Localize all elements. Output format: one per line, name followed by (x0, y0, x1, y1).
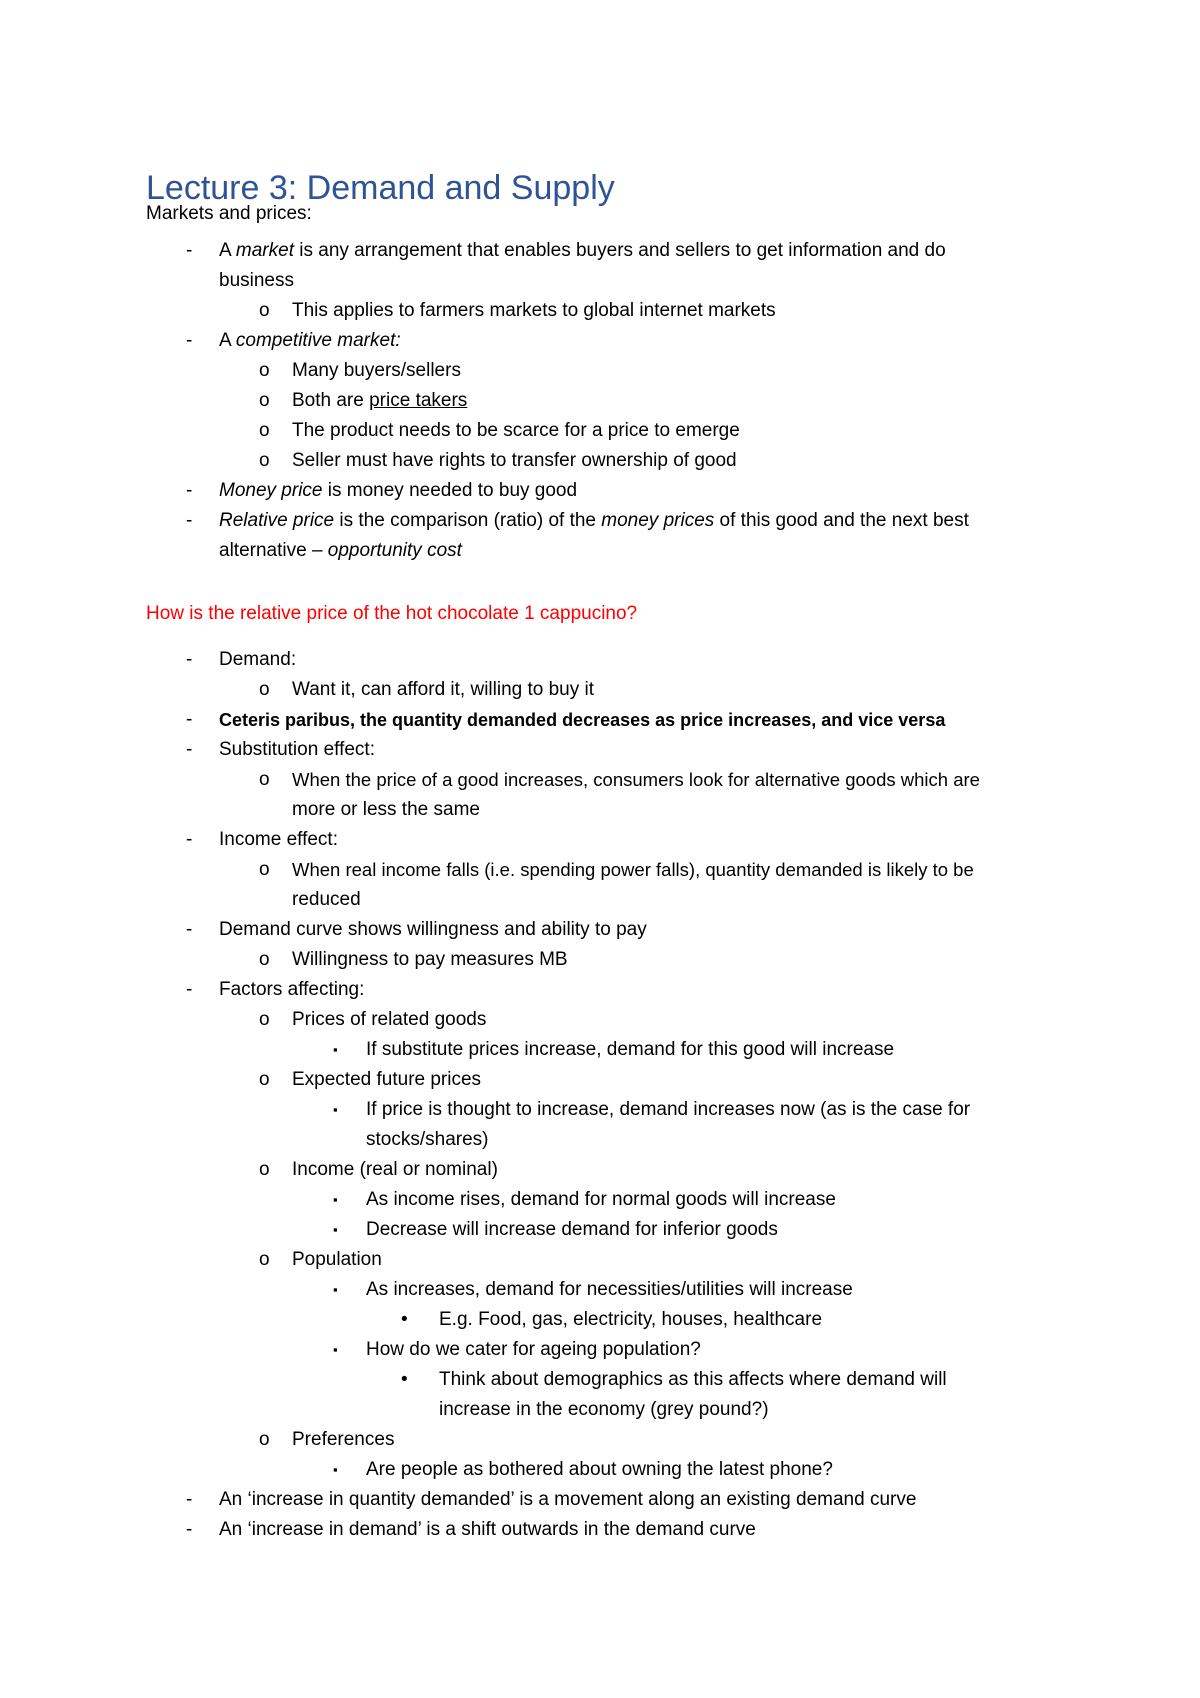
list-item-text: Decrease will increase demand for inferior goods (366, 1219, 778, 1240)
heading-text: Markets and prices: (146, 203, 312, 224)
list-item-text: business (219, 270, 294, 291)
list-item-text: increase in the economy (grey pound?) (439, 1399, 769, 1420)
circle-bullet: o (259, 1159, 270, 1180)
list-item-text: reduced (292, 889, 361, 910)
list-item-text: Seller must have rights to transfer ownership of good (292, 450, 737, 471)
list-item-text: Preferences (292, 1429, 395, 1450)
list-item-text: alternative – opportunity cost (219, 540, 462, 561)
list-item-text: Factors affecting: (219, 979, 365, 1000)
list-item-text: This applies to farmers markets to global internet markets (292, 300, 776, 321)
circle-bullet: o (259, 1069, 270, 1090)
dash-bullet: - (186, 979, 193, 1000)
list-item-text: E.g. Food, gas, electricity, houses, healthcare (439, 1309, 823, 1330)
list-item-text: Relative price is the comparison (ratio) of the money prices of this good and the next best (219, 510, 969, 531)
question-text: How is the relative price of the hot chocolate 1 cappucino? (146, 603, 638, 624)
list-item-text: A market is any arrangement that enables buyers and sellers to get information and do (219, 240, 946, 261)
dash-bullet: - (186, 919, 193, 940)
circle-bullet: o (259, 679, 270, 700)
list-item-text: When real income falls (i.e. spending power falls), quantity demanded is likely to be (292, 859, 974, 880)
circle-bullet: o (259, 300, 270, 321)
list-item-text: Money price is money needed to buy good (219, 480, 578, 501)
list-item-text: stocks/shares) (366, 1129, 489, 1150)
list-item-text: Demand curve shows willingness and ability to pay (219, 919, 647, 940)
list-item-text: How do we cater for ageing population? (366, 1339, 701, 1360)
dash-bullet: - (186, 510, 193, 531)
dash-bullet: - (186, 1489, 193, 1510)
list-item-text: An ‘increase in demand’ is a shift outwards in the demand curve (219, 1519, 756, 1540)
square-bullet: ▪ (333, 1462, 338, 1477)
list-item-text: more or less the same (292, 799, 480, 820)
list-item-text: Many buyers/sellers (292, 360, 461, 381)
list-item-text: A competitive market: (219, 330, 401, 351)
list-item-text: An ‘increase in quantity demanded’ is a movement along an existing demand curve (219, 1489, 917, 1510)
circle-bullet: o (259, 1249, 270, 1270)
list-item-text: If substitute prices increase, demand for this good will increase (366, 1039, 895, 1060)
list-item-text: Income (real or nominal) (292, 1159, 498, 1180)
circle-bullet: o (259, 1009, 270, 1030)
list-item-text: Want it, can afford it, willing to buy it (292, 679, 595, 700)
dash-bullet: - (186, 829, 193, 850)
circle-bullet: o (259, 450, 270, 471)
list-item-text: Demand: (219, 649, 297, 670)
circle-bullet: o (259, 1429, 270, 1450)
square-bullet: ▪ (333, 1222, 338, 1237)
list-item-text: Population (292, 1249, 382, 1270)
square-bullet: ▪ (333, 1192, 338, 1207)
dash-bullet: - (186, 709, 193, 730)
list-item-text: If price is thought to increase, demand increases now (as is the case for (366, 1099, 971, 1120)
list-item-text: Prices of related goods (292, 1009, 487, 1030)
list-item-text: Expected future prices (292, 1069, 482, 1090)
list-item-text: Income effect: (219, 829, 338, 850)
circle-bullet: o (259, 360, 270, 381)
dash-bullet: - (186, 739, 193, 760)
square-bullet: ▪ (333, 1282, 338, 1297)
circle-bullet: o (259, 390, 270, 411)
list-item-text: As increases, demand for necessities/utilities will increase (366, 1279, 853, 1300)
square-bullet: ▪ (333, 1342, 338, 1357)
list-item-text: Willingness to pay measures MB (292, 949, 568, 970)
circle-bullet: o (259, 949, 270, 970)
dot-bullet: • (401, 1369, 408, 1390)
list-item-text: Substitution effect: (219, 739, 375, 760)
dash-bullet: - (186, 480, 193, 501)
circle-bullet: o (259, 420, 270, 441)
list-item-text: The product needs to be scarce for a price to emerge (292, 420, 740, 441)
dot-bullet: • (401, 1309, 408, 1330)
dash-bullet: - (186, 649, 193, 670)
square-bullet: ▪ (333, 1102, 338, 1117)
list-item-text: Ceteris paribus, the quantity demanded decreases as price increases, and vice versa (219, 710, 946, 730)
page-title: Lecture 3: Demand and Supply (146, 169, 615, 207)
list-item-text: Are people as bothered about owning the latest phone? (366, 1459, 833, 1480)
dash-bullet: - (186, 330, 193, 351)
circle-bullet: o (259, 769, 270, 790)
list-item-text: Both are price takers (292, 390, 468, 411)
list-item-text: Think about demographics as this affects where demand will (439, 1369, 947, 1390)
list-item-text: As income rises, demand for normal goods will increase (366, 1189, 836, 1210)
dash-bullet: - (186, 240, 193, 261)
dash-bullet: - (186, 1519, 193, 1540)
list-item-text: When the price of a good increases, consumers look for alternative goods which are (292, 769, 980, 790)
square-bullet: ▪ (333, 1042, 338, 1057)
circle-bullet: o (259, 859, 270, 880)
